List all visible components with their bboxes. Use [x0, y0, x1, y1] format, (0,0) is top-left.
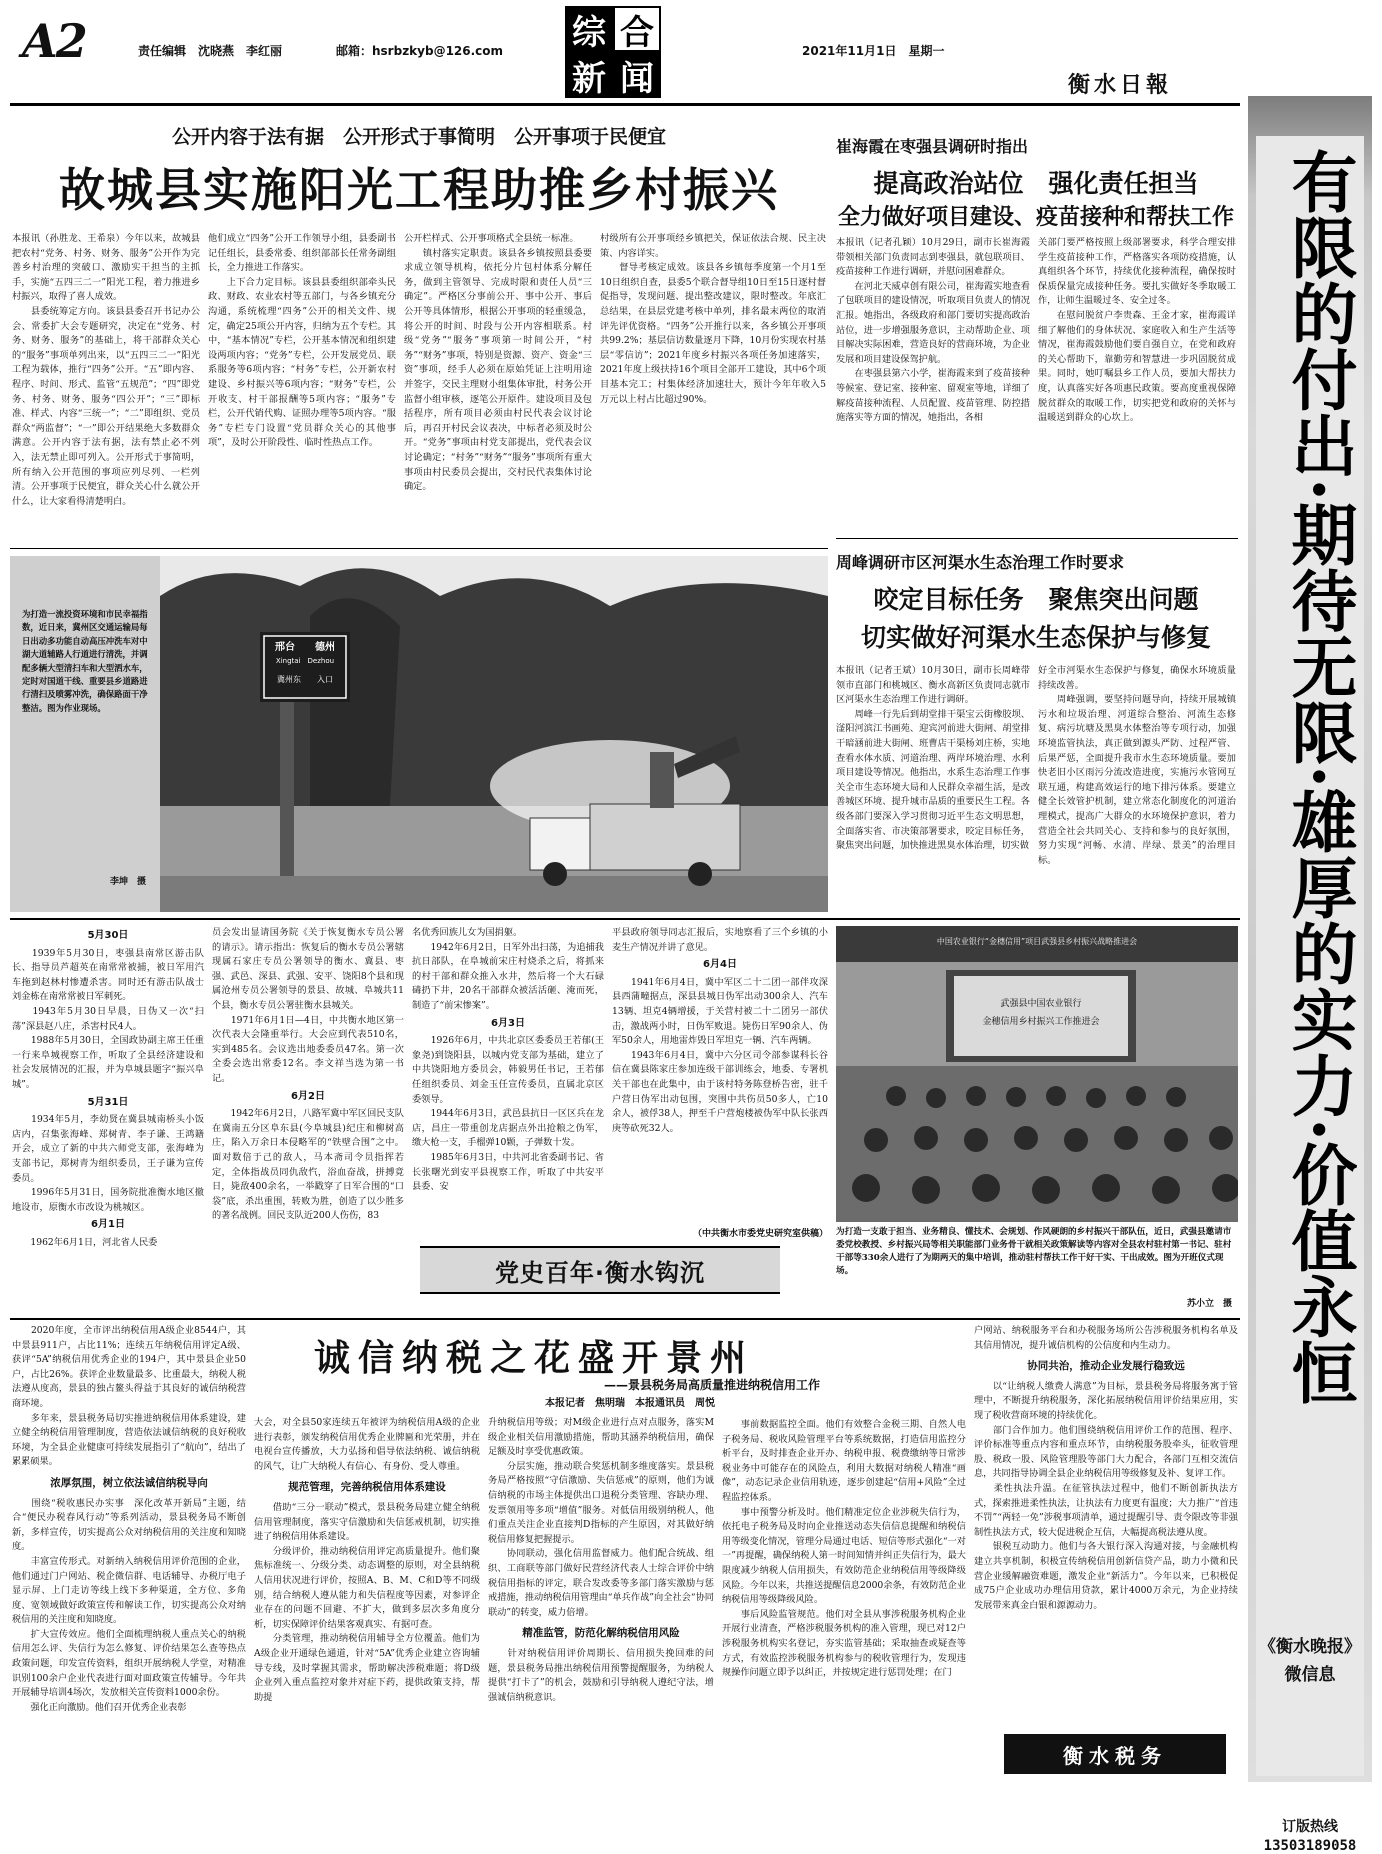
article2-col-1: 本报讯（记者孔颖）10月29日，副市长崔海霞带领相关部门负责同志到枣强县，就包联项目、疫苗接种工作进行调研，并慰问困难群众。 在河北天威卓创有限公司，崔海霞实地查看了包联项目的建设情况，听取项目负责人的情况汇报。她指出，各级政府和部门要切实提高政治站位，进一步增强服务意识，主动帮助企业、项目解决实际困难，营造良好的营商环境，为企业发展和项目建设保驾护航。 在枣强县第六小学，崔海霞来到了疫苗接种等候室、登记室、接种室、留观室等地，详细了解疫苗接种流程、人员配置、疫苗管理、防控措施落实等方面的情况，她指出，各相	[836, 237, 1030, 424]
article1-col-3: 公开栏样式、公开事项格式全县统一标准。 镇村落实定职责。该县各乡镇按照县委要求成立领导机构，依托分片包村体系分解任务，做到主管领导、完成时限和责任人员“三确定”。严格区分事前公开、事中公开、事后公开等具体情形，根据公开事项的轻重缓急，将公开的时间、时段与公开内容相联系。村级“党务”“服务”事项第一时间公开，“村务”“财务”事项，特别是资源、资产、资金“三资”事项，经手人必须在原始凭证上注明用途并签字，交民主理财小组集体审批，村务公开监督小组审核，逐笔公开原件。建设项目及包括程序，所有项目必须由村民代表会议讨论后，再召开村民会议表决，中标者必须及时公开。“党务”事项由村党支部提出，党代表会议讨论确定；“村务”“财务”“服务”事项所有重大事项由村民委员会提出，交村民代表集体讨论确定。	[404, 233, 592, 493]
history-entry: 1926年6月，中共北京区委委员王若郁(王象尧)到饶阳县，以城内党支部为基础，建立了中共饶阳地方委员会，韩毅男任书记，王若郁任组织委员、刘金玉任宣传委员，直属北京区委领导。 1944年6月3日，武邑县抗日一区区兵在龙店，昌庄一带重创龙店据点外出抢粮之伪军，缴大枪一支，手榴弹10颗，子弹数十发。 1985年6月3日，中共河北省委副书记、省长张曙光到安平县视察工作，听取了中共安平县委、安	[412, 1035, 604, 1193]
article2-title-2: 全力做好项目建设、疫苗接种和帮扶工作	[837, 205, 1234, 230]
sidebar-slogan: 有限的付出·期待无限·雄厚的实力·价值永恒	[1280, 148, 1358, 1405]
sign-line-3: 冀州东 入口	[277, 675, 333, 684]
middle-divider	[10, 918, 1240, 920]
article1-col-1: 本报讯（孙胜龙、王希泉）今年以来，故城县把农村“党务、村务、财务、服务”公开作为完善乡村治理的突破口、激励实干担当的主抓手，实施“五四三二一”阳光工程，着力推进乡村振兴，取得了喜人成效。 县委统筹定方向。该县县委召开书记办公会、常委扩大会专题研究，决定在“党务、村务、财务、服务”的基础上，将干部群众关心的“服务”事项单列出来，以“五四三二一”阳光工程为载体，推行“四务”公开。“五”即内容、程序、时间、形式、监管“五规范”；“四”即党务、村务、财务、服务“四公开”；“三”即标准、样式、内容“三统一”；“二”即组织、党员群众“两监督”；“一”即公开结果绝大多数群众满意。公开内容于法有据，法有禁止必不列入，法无禁止即可列入。公开形式于事简明，所有纳入公开范围的事项应列尽列、一栏列清。公开事项于民便宜，群众关心什么就公开什么，让大家看得清楚明白。	[12, 233, 200, 507]
road-cleaning-photo	[10, 556, 828, 912]
article4-text: 以“让纳税人缴费人满意”为目标，景县税务局将服务寓于管理中，不断提升纳税服务，深化拓展纳税信用评价结果应用，实现了税收营商环境的持续优化。 部门合作加力。他们围绕纳税信用评价工作的范围、程序、评价标准等重点内容和重点环节，由纳税服务股牵头，征收管理股、税政一股、风险管理股等部门大力配合，各部门互相交流信息，共同指导协调全县企业纳税信用等级修复及补、复评工作。 柔性执法升温。在征管执法过程中，他们不断创新执法方式，探索推进柔性执法，让执法有力度更有温度；大力推广“首违不罚”“两轻一免”涉税事项清单，通过提醒引导、责令限改等非强制性执法方式，较大促进税企互信，大幅提高税法遵从度。 银税互动助力。他们与各大银行深入沟通对接，与金融机构建立共享机制，积极宣传纳税信用创新信贷产品，助力小微和民营企业缓解融资难题，激发企业“新活力”。今年以来，已积极促成75户企业成功办理信用贷款，累计4000万余元，为企业持续发展带来真金白银和源源动力。	[974, 1380, 1238, 1611]
article3-col-2: 好全市河渠水生态保护与修复，确保水环境质量持续改善。 周峰强调，要坚持问题导向，持续开展城镇污水和垃圾治理、河道综合整治、河流生态修复、病污坑塘及黑臭水体整治等专项行动，加强环境监管执法，真正做到源头严防、过程严管、后果严惩，全面提升我市水生态环境质量。要加快老旧小区雨污分流改造进度，实施污水管网互联互通，构建高效运行的地下排污体系。要建立健全长效管护机制，建立常态化制度化的河道治理模式，提高广大群众的水环境保护意识，着力营造全社会共同关心、支持和参与的良好氛围，努力实现“河畅、水清、岸绿、景美”的治理目标。	[1038, 665, 1236, 866]
screen-line-1: 武强县中国农业银行	[1000, 999, 1082, 1009]
sign-line-1: 邢台 德州	[275, 642, 335, 653]
article4-title: 诚信纳税之花盛开景州	[313, 1337, 754, 1379]
history-banner	[420, 1246, 780, 1294]
history-entry: 名优秀回族儿女为国捐躯。 1942年6月2日，日军外出扫荡，为追捕我抗日部队，在阜城前宋庄村烧杀之后，将抓来的村干部和群众推入水井，然后将一个大石碌碡扔下井，20名干部群众被活活砸、淹而死，制造了“前宋惨案”。	[412, 927, 604, 1011]
article4-byline: 本报记者 焦明瑞 本报通讯员 周悦	[545, 1398, 715, 1409]
section-char: 合	[613, 6, 661, 52]
article4-text: 大会，对全县50家连续五年被评为纳税信用A级的企业进行表彰，颁发纳税信用优秀企业牌匾和光荣册，并在电视台宣传播放，大力弘扬和倡导依法纳税、诚信纳税的风气，让广大纳税人有信心、有身份、受人尊重。	[254, 1417, 480, 1472]
article1-title: 故城县实施阳光工程助推乡村振兴	[59, 163, 779, 217]
article3-title-1: 咬定目标任务 聚焦突出问题	[873, 585, 1199, 614]
history-entry: 员会发出显请国务院《关于恢复衡水专员公署的请示》。请示指出：恢复后的衡水专员公署辖现属石家庄专员公署领导的衡水、冀县、枣强、武邑、深县、武强、安平、饶阳8个县和现属沧州专员公署领导的景县、故城、阜城共11个县，衡水专员公署驻衡水县城关。 1971年6月1日—4日，中共衡水地区第一次代表大会隆重举行。大会应到代表510名，实到485名。会议选出地委委员47名。第一次全委会选出常委12名。李文祥当选为第一书记。	[212, 927, 404, 1084]
article1-divider	[10, 548, 828, 549]
history-entry: 平县政府领导同志汇报后，实地察看了三个乡镇的小麦生产情况并讲了意见。	[612, 927, 828, 953]
article4-col-4	[722, 1324, 966, 1786]
article4-col-2	[254, 1416, 480, 1786]
article4-section-heading: 浓厚氛围，树立依法诚信纳税导向	[50, 1476, 208, 1489]
lower-divider	[10, 1318, 1240, 1320]
article4-section-heading: 规范管理，完善纳税信用体系建设	[288, 1481, 446, 1494]
history-col-4	[612, 926, 828, 1238]
paper-name-logo: 衡水日報	[1068, 72, 1173, 98]
tax-logo: 衡水税务	[1063, 1743, 1167, 1768]
photo1-credit: 李坤 摄	[109, 877, 146, 887]
photo1-caption: 为打造一流投资环境和市民幸福指数，近日来，冀州区交通运输局每日出动多功能自动高压冲洗车对中湖大道辅路人行道进行清洗，并调配多辆大型清扫车和大型洒水车，定时对国道干线、重要县乡道路进行清扫及喷雾冲洗，确保路面干净整洁。图为作业现场。	[22, 609, 148, 713]
history-entry: 1941年6月4日，冀中军区二十二团一部伴攻深县西蒲疃据点，深县县城日伪军出动300余人、汽车13辆、坦克4辆增援，于关营村被二十二团另一部伏击，激战两小时，日伪军败退。毙伤日军90余人、伪军50余人，用地雷炸毁日军坦克一辆、汽车两辆。 1943年6月4日，冀中六分区司令部参谋科长谷信在冀县陈家庄参加连级干部训练会，地委、专署机关干部也在此集中，由于该村特务陈登桥告密，驻千户营日伪军出动包围，突围中共伤员50多人，亡10余人，被俘38人，押至千户营炮楼被伪军中队长张西庚等砍死32人。	[612, 976, 828, 1134]
training-image	[836, 926, 1238, 1222]
hotline-label: 订版热线	[1282, 1819, 1338, 1835]
article4-section-heading: 协同共治，推动企业发展行稳致远	[1027, 1360, 1185, 1373]
history-date: 5月30日	[87, 930, 129, 941]
article4-col-5	[974, 1324, 1238, 1724]
history-sources: （中共衡水市委党史研究室供稿）	[692, 1229, 828, 1239]
section-char: 综	[565, 6, 613, 52]
photo2-credit: 苏小立 摄	[1186, 1299, 1232, 1309]
history-date: 6月4日	[703, 959, 737, 971]
training-banner-text: 中国农业银行“金穗信用”项目武强县乡村振兴战略推进会	[936, 937, 1138, 946]
sign-line-2: Xingtai Dezhou	[275, 657, 335, 665]
article4-subtitle: ——景县税务局高质量推进纳税信用工作	[603, 1378, 820, 1392]
page-header	[0, 0, 1382, 100]
article4-text: 事前数据监控全面。他们有效整合金税三期、自然人电子税务局、税收风险管理平台等系统数据，打造信用监控分析平台，及时排查企业开办、纳税申报、税费缴纳等日常涉税业务中可能存在的风险点，利用大数据对纳税人精准“画像”，动态记录企业信用轨迹，逐步创建起“信用+风险”全过程监控体系。 事中预警分析及时。他们精准定位企业涉税失信行为，依托电子税务局及时向企业推送动态失信信息提醒和纳税信用等级变化情况，管理分局通过电话、短信等形式强化“一对一”再提醒，确保纳税人第一时间知情并纠正失信行为，最大限度减少纳税人信用损失，有效防范企业纳税信用等级降级风险。今年以来，共推送提醒信息2000余条，有效防范企业纳税信用等级降级风险。 事后风险监管规范。他们对全县从事涉税服务机构企业开展行业清查，严格涉税服务机构的准入管理，现已对12户涉税服务机构实名登记，夯实监管基础；采取抽查或疑查等方式，有效监控涉税服务机构参与的税收管理行为，发现违规操作问题立即予以纠正，并按规定进行惩罚处理；在门	[722, 1419, 966, 1679]
hotline-number: 13503189058	[1263, 1838, 1357, 1854]
page-number: A2	[22, 14, 86, 68]
section-char: 闻	[613, 52, 661, 98]
history-entry: 1934年5月，李幼贤在冀县城南桥头小饭店内，召集张海峰、郑树青、李子谦、王鸿籍开会，成立了新的中共六师党支部，张海峰为支部书记，郑树青为组织委员，王子谦为宣传委员。 1996年5月31日，国务院批准衡水地区撤地设市，原衡水市改设为桃城区。	[12, 1114, 204, 1213]
article2-divider	[836, 538, 1238, 539]
article4-section-heading: 精准监管，防范化解纳税信用风险	[522, 1627, 680, 1640]
article4-text: 升纳税信用等级；对M级企业进行点对点服务，落实M级企业相关信用激励措施，帮助其涵养纳税信用，确保足额及时享受优惠政策。 分层实施，推动联合奖惩机制多维度落实。景县税务局严格按照“守信激励、失信惩戒”的原则，他们为诚信纳税的市场主体提供出口退税分类管理、容缺办理、发票领用等多项“增值”服务。对低信用级别纳税人，他们重点关注企业直接判D指标的产生原因，对其做好纳税信用修复把握提示。 协同联动，强化信用监督威力。他们配合统战、组织、工商联等部门做好民营经济代表人士综合评价中纳税信用指标的评定，联合发改委等多部门落实激励与惩戒措施，推动纳税信用管理由“单兵作战”向全社会“协同联动”的转变，威力倍增。	[488, 1417, 714, 1618]
tax-logo-box	[1004, 1734, 1226, 1774]
history-col-1	[12, 926, 204, 1288]
article2-col-2: 关部门要严格按照上级部署要求，科学合理安排学生疫苗接种工作，严格落实各项防疫措施，认真组织各个环节，持续优化接种流程，确保按时保质保量完成接种任务。要扎实做好冬季取暖工作，让师生温暖过冬、安全过冬。 在慰问脱贫户李贵森、王金才家，崔海霞详细了解他们的身体状况、家庭收入和生产生活等情况，崔海霞鼓励他们要自强自立，在党和政府的关心帮助下，靠勤劳和智慧进一步巩固脱贫成果。同时，她叮嘱县乡工作人员，要加大帮扶力度，认真落实好各项惠民政策。要高度重视保障脱贫群众的取暖工作，切实把党和政府的关怀与温暖送到群众的心坎上。	[1038, 237, 1236, 424]
history-title: 党史百年·衡水钩沉	[494, 1258, 706, 1287]
section-char: 新	[565, 52, 613, 98]
ad-sidebar	[1248, 96, 1372, 1854]
article1-kicker: 公开内容于法有据 公开形式于事简明 公开事项于民便宜	[171, 126, 666, 148]
training-photo	[836, 926, 1238, 1222]
article3-kicker: 周峰调研市区河渠水生态治理工作时要求	[836, 553, 1125, 572]
wechat-label-2: 微信息	[1284, 1665, 1336, 1685]
screen-line-2: 金穗信用乡村振兴工作推进会	[982, 1017, 1100, 1027]
article1-col-4: 村级所有公开事项经乡镇把关，保证依法合规、民主决策、内容详实。 督导考核定成效。该县各乡镇每季度第一个月1至10日组织自查，县委5个联合督导组10日至15日逐村督促指导，发现问题、提出整改建议，限时整改。年底汇总结果，在县层党建考核中单列，排名最末两位的取消评先评优资格。“四务”公开推行以来，各乡镇公开事项共99.2%；基层信访数量逐月下降，10月份实现农村基层“零信访”；2021年度乡村振兴各项任务加速落实，2021年度上级扶持16个项目全部开工建设，其中6个项目基本完工；村集体经济加速壮大，预计今年年收入5万元以上村占比超过90%。	[600, 233, 826, 405]
email-line: 邮箱：hsrbzkyb@126.com	[336, 44, 504, 58]
wechat-label: 《衡水晚报》	[1259, 1637, 1361, 1657]
photo2-caption: 为打造一支敢于担当、业务精良、懂技术、会规划、作风硬朗的乡村振兴干部队伍，近日，武强县邀请市委党校教授、乡村振兴局等相关职能部门业务骨干就相关政策解读等内容对全县农村驻村第一书记、驻村干部等330余人进行了为期两天的集中培训，推动驻村帮扶工作干好干实、干出成效。图为开班仪式现场。	[836, 1227, 1232, 1276]
date-line: 2021年11月1日 星期一	[802, 44, 945, 58]
article3-title-2: 切实做好河渠水生态保护与修复	[860, 623, 1211, 652]
article2-title-1: 提高政治站位 强化责任担当	[873, 169, 1199, 198]
history-date: 6月3日	[491, 1017, 525, 1029]
history-col-2	[212, 926, 404, 1288]
article4-col-1	[12, 1324, 246, 1786]
article3-col-1: 本报讯（记者王斌）10月30日，副市长周峰带领市直部门和桃城区、衡水高新区负责同志就市区河渠水生态治理工作进行调研。 周峰一行先后到胡堂排干渠宝云街橡胶坝、滏阳河滨江书画苑、迎宾河前进大街闸、胡堂排干暗涵前进大街闸、班曹店干渠杨刘庄桥，实地查看水体水质、河道治理、两岸环境治理、水利项目建设等情况。他指出，水系生态治理工作事关全市生态环境大局和人民群众幸福生活，是改善城区环境、提升城市品质的重要民生工程。各级各部门要深入学习贯彻习近平生态文明思想，全面落实省、市决策部署要求，咬定目标任务，聚焦突出问题，加快推进黑臭水体治理，切实做	[836, 665, 1030, 852]
article2-kicker: 崔海霞在枣强县调研时指出	[836, 137, 1029, 156]
article4-text: 户网站、纳税服务平台和办税服务场所公告涉税服务机构名单及其信用情况，提升诚信机构的公信度和内生动力。	[974, 1325, 1238, 1351]
history-entry: 1939年5月30日，枣强县南常区游击队长、指导员芦超英在南常常被捕，被日军用汽车拖到赵林村惨遭杀害。同时还有游击队战士刘金栋在南常常被日军刺死。 1943年5月30日早晨，日伪又一次“扫荡”深县赵八庄，杀害村民4人。 1988年5月30日，全国政协副主席王任重一行来阜城视察工作，听取了全县经济建设和社会发展情况的汇报，并为阜城县题字“振兴阜城”。	[12, 947, 204, 1090]
header-rule	[10, 103, 1240, 106]
article4-text: 针对纳税信用评价周期长、信用损失挽回难的问题，景县税务局推出纳税信用预警提醒服务，为纳税人提供“打卡了”的机会，鼓励和引导纳税人遵纪守法，增强诚信纳税意识。	[488, 1647, 714, 1703]
history-date: 6月1日	[91, 1219, 125, 1231]
history-entry: 1962年6月1日，河北省人民委	[12, 1236, 158, 1248]
history-date: 6月2日	[291, 1090, 325, 1102]
article4-text: 借助“三分一联动”模式，景县税务局建立健全纳税信用管理制度，落实守信激励和失信惩戒机制，切实推进了纳税信用体系建设。 分级评价，推动纳税信用评定高质量提升。他们聚焦标准统一、分级分类、动态调整的原则，对全县纳税人信用状况进行评价，按照A、B、M、C和D等不同级别，结合纳税人遵从能力和失信程度等因素，对参评企业存在的问题不回避、不扩大，做到多层次多角度分析，切实保障评价结果客观真实、有据可查。 分类管理，推动纳税信用辅导全方位覆盖。他们为A级企业开通绿色通道，针对“5A”优秀企业建立咨询辅导专线，及时掌握其需求，帮助解决涉税难题；将D级企业列入重点监控对象并对症下药，提供政策支持，帮助提	[254, 1501, 480, 1703]
article1-col-2: 他们成立“四务”公开工作领导小组，县委副书记任组长，县委常委、组织部部长任常务副组长，全力推进工作落实。 上下合力定目标。该县县委组织部牵头民政、财政、农业农村等五部门，与各乡镇充分沟通，系统梳理“四务”公开的相关文件、规定，确定25项公开内容，归纳为五个专栏。其中，“基本情况”专栏，公开基本情况和组织建设两项内容；“党务”专栏，公开发展党员、联系服务等6项内容；“村务”专栏，公开新农村建设、乡村振兴等6项内容；“财务”专栏，公开收支、村干部报酬等5项内容；“服务”专栏，公开代销代购、证照办理等5项内容。“服务”专栏专门设置“党员群众关心的其他事项”，及时公开阶段性、临时性热点工作。	[208, 233, 396, 449]
article4-text: 围绕“税收惠民办实事 深化改革开新局”主题，结合“便民办税春风行动”等系列活动，景县税务局不断创新，多样宣传，切实提高公众对纳税信用的关注度和知晓度。 丰富宣传形式。对新纳入纳税信用评价范围的企业，他们通过门户网站、税企微信群、电话辅导、办税厅电子显示屏、上门走访等线上线下多种渠道，全方位、多角度、宽领域做好政策宣传和解读工作，切实提高公众对纳税信用的关注度和知晓度。 扩大宣传效应。他们全面梳理纳税人重点关心的纳税信用怎么评、失信行为怎么修复、评价结果怎么查等热点政策问题，印发宣传资料，组织开展纳税人学堂，对精准识别100余户企业代表进行面对面政策宣传辅导。今年共开展辅导培训4场次，发放相关宣传资料1000余份。 强化正向激励。他们召开优秀企业表彰	[12, 1497, 246, 1713]
article4-text: 2020年度，全市评出纳税信用A级企业8544户，其中景县911户，占比11%；连续五年纳税信用评定A级、获评“5A”纳税信用优秀企业的194户，其中景县企业50户，占比26%。获评企业数量最多、比重最大，纳税人税法遵从度高，景县的独占鳌头得益于其良好的诚信纳税营商环境。 多年来，景县税务局切实推进纳税信用体系建设，建立健全纳税信用管理制度，营造依法诚信纳税的良好税收环境，为全县企业健康可持续发展指引了“航向”，结出了累累硕果。	[12, 1325, 246, 1468]
article4-col-3	[488, 1416, 714, 1786]
section-block	[565, 6, 661, 98]
editors-line: 责任编辑 沈晓燕 李红丽	[138, 44, 283, 58]
history-date: 5月31日	[87, 1096, 129, 1108]
history-entry: 1942年6月2日，八路军冀中军区回民支队在冀南五分区阜东县(今阜城县)纪庄和柳树高庄，陷入万余日本侵略军的“铁壁合围”之中。面对数倍于己的敌人，马本斋司令员指挥若定，全体指战员同仇敌忾，浴血奋战，拼搏竟日，毙敌400余名，一举戳穿了日军合围的“口袋”底，杀出重围，转败为胜，创造了以少胜多的著名战例。回民支队近200人伤伤，83	[212, 1108, 404, 1222]
history-col-3	[412, 926, 604, 1238]
